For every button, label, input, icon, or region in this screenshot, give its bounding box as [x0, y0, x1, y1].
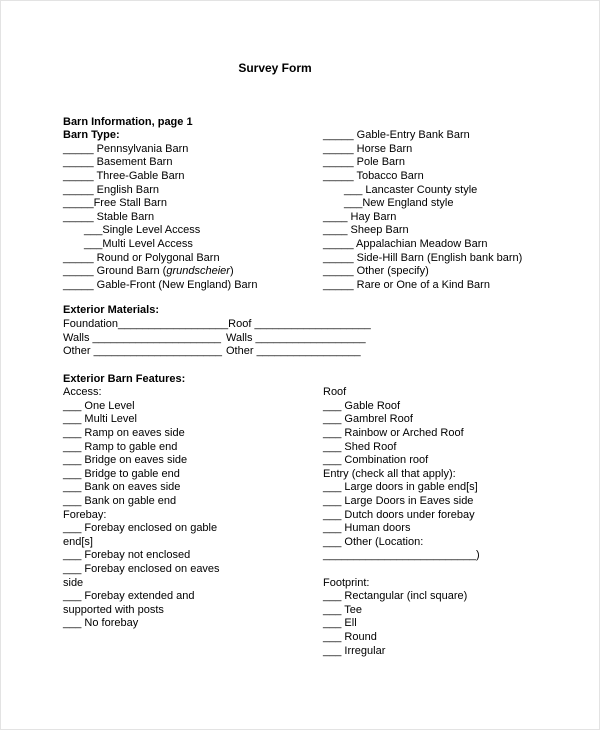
- feature-option: ___ Dutch doors under forebay: [323, 508, 475, 521]
- access-label: Access:: [63, 386, 102, 399]
- feature-option-continuation: end[s]: [63, 535, 93, 548]
- barn-type-option: _____ Three-Gable Barn: [63, 169, 185, 182]
- barn-type-suboption: ___Single Level Access: [84, 224, 201, 237]
- feature-option: ___ Forebay enclosed on eaves: [63, 563, 220, 575]
- barn-type-suboption: ___Multi Level Access: [84, 237, 193, 250]
- ground-barn-prefix: _____ Ground Barn (: [63, 265, 167, 278]
- form-title: Survey Form: [238, 61, 312, 75]
- features-heading: Exterior Barn Features:: [63, 372, 186, 385]
- feature-option: ___ Ell: [323, 617, 357, 630]
- features-left-column: [63, 386, 323, 631]
- feature-option: ___ Rectangular (incl square): [323, 590, 468, 603]
- feature-option: ___ Forebay enclosed on gable: [63, 522, 218, 535]
- walls-right-field: Walls __________________: [226, 331, 366, 344]
- feature-option: ___ Bridge on eaves side: [63, 454, 188, 467]
- feature-option: ___ Other (Location:: [323, 535, 424, 548]
- feature-option: ___ Irregular: [323, 644, 386, 657]
- barn-type-option: _____ Tobacco Barn: [323, 169, 424, 182]
- roof-label: Roof: [323, 386, 347, 399]
- footprint-label: Footprint:: [323, 576, 370, 589]
- feature-option: ___ Forebay not enclosed: [63, 549, 191, 562]
- feature-option: ___ One Level: [63, 399, 135, 412]
- barn-info-heading: Barn Information, page 1: [63, 115, 193, 128]
- barn-type-option: ____ Hay Barn: [323, 210, 397, 223]
- barn-type-right-column: [323, 129, 523, 292]
- barn-type-option: _____ English Barn: [63, 183, 160, 196]
- foundation-field: Foundation__________________: [63, 317, 229, 330]
- feature-option-continuation: side: [63, 576, 84, 589]
- barn-type-left-column: [63, 129, 323, 292]
- barn-type-option: _____ Pole Barn: [323, 156, 405, 169]
- feature-option: ___ Tee: [323, 603, 362, 616]
- barn-type-option: _____ Round or Polygonal Barn: [63, 251, 220, 264]
- feature-option: ___ Rainbow or Arched Roof: [323, 427, 464, 440]
- barn-type-option: _____ Other (specify): [323, 265, 429, 278]
- feature-option: ___ Ramp on eaves side: [63, 427, 185, 440]
- barn-type-option: _____ Side-Hill Barn (English bank barn): [323, 251, 523, 264]
- barn-type-option: _____ Appalachian Meadow Barn: [323, 237, 488, 250]
- barn-type-option: _____Free Stall Barn: [63, 197, 167, 210]
- feature-option-continuation: _________________________): [323, 549, 480, 562]
- exterior-features-section: [63, 373, 487, 658]
- features-right-column: [323, 386, 487, 658]
- walls-left-field: Walls _____________________: [63, 331, 222, 344]
- features-columns: [63, 386, 487, 658]
- other-right-field: Other _________________: [226, 345, 361, 358]
- barn-type-option-ground-barn: [63, 265, 323, 279]
- feature-option: ___ Bank on gable end: [63, 495, 177, 508]
- feature-option: ___ Combination roof: [323, 454, 429, 467]
- entry-label: Entry (check all that apply):: [323, 467, 456, 480]
- feature-option-continuation: supported with posts: [63, 603, 164, 616]
- feature-option: ___ Shed Roof: [323, 440, 397, 453]
- feature-option: ___ Large doors in gable end[s]: [323, 481, 478, 494]
- ground-barn-italic: grundscheier: [166, 265, 230, 278]
- barn-type-suboption: ___New England style: [344, 197, 454, 210]
- feature-option: ___ Gambrel Roof: [323, 413, 413, 426]
- barn-type-option: _____ Gable-Front (New England) Barn: [63, 278, 258, 291]
- feature-option: ___ Human doors: [323, 522, 411, 535]
- barn-type-suboption: ___ Lancaster County style: [344, 183, 478, 196]
- barn-type-section: [63, 129, 523, 292]
- feature-option: ___ Multi Level: [63, 413, 137, 426]
- barn-type-label: Barn Type:: [63, 129, 120, 142]
- material-field-row: [63, 345, 487, 359]
- material-field-row: [63, 332, 487, 346]
- feature-option: ___ Forebay extended and: [63, 590, 195, 603]
- roof-field: Roof ___________________: [228, 317, 371, 330]
- barn-type-option: _____ Basement Barn: [63, 156, 173, 169]
- barn-type-option: _____ Rare or One of a Kind Barn: [323, 278, 490, 291]
- barn-type-option: _____ Pennsylvania Barn: [63, 142, 189, 155]
- feature-option: ___ Gable Roof: [323, 399, 401, 412]
- material-field-row: [63, 318, 487, 332]
- other-left-field: Other _____________________: [63, 345, 223, 358]
- feature-option: ___ Round: [323, 630, 377, 643]
- barn-type-option: _____ Gable-Entry Bank Barn: [323, 129, 470, 142]
- barn-type-option: _____ Stable Barn: [63, 210, 155, 223]
- exterior-materials-section: [63, 304, 487, 358]
- ground-barn-suffix: ): [229, 265, 234, 278]
- materials-heading: Exterior Materials:: [63, 304, 159, 317]
- feature-option: ___ Ramp to gable end: [63, 440, 178, 453]
- feature-option: ___ Large Doors in Eaves side: [323, 495, 474, 508]
- feature-option: ___ Bridge to gable end: [63, 467, 180, 480]
- feature-option: ___ No forebay: [63, 617, 139, 630]
- feature-option: ___ Bank on eaves side: [63, 481, 181, 494]
- barn-type-option: _____ Horse Barn: [323, 142, 413, 155]
- barn-type-option: ____ Sheep Barn: [323, 224, 409, 237]
- forebay-label: Forebay:: [63, 508, 107, 521]
- blank-line: [323, 563, 487, 577]
